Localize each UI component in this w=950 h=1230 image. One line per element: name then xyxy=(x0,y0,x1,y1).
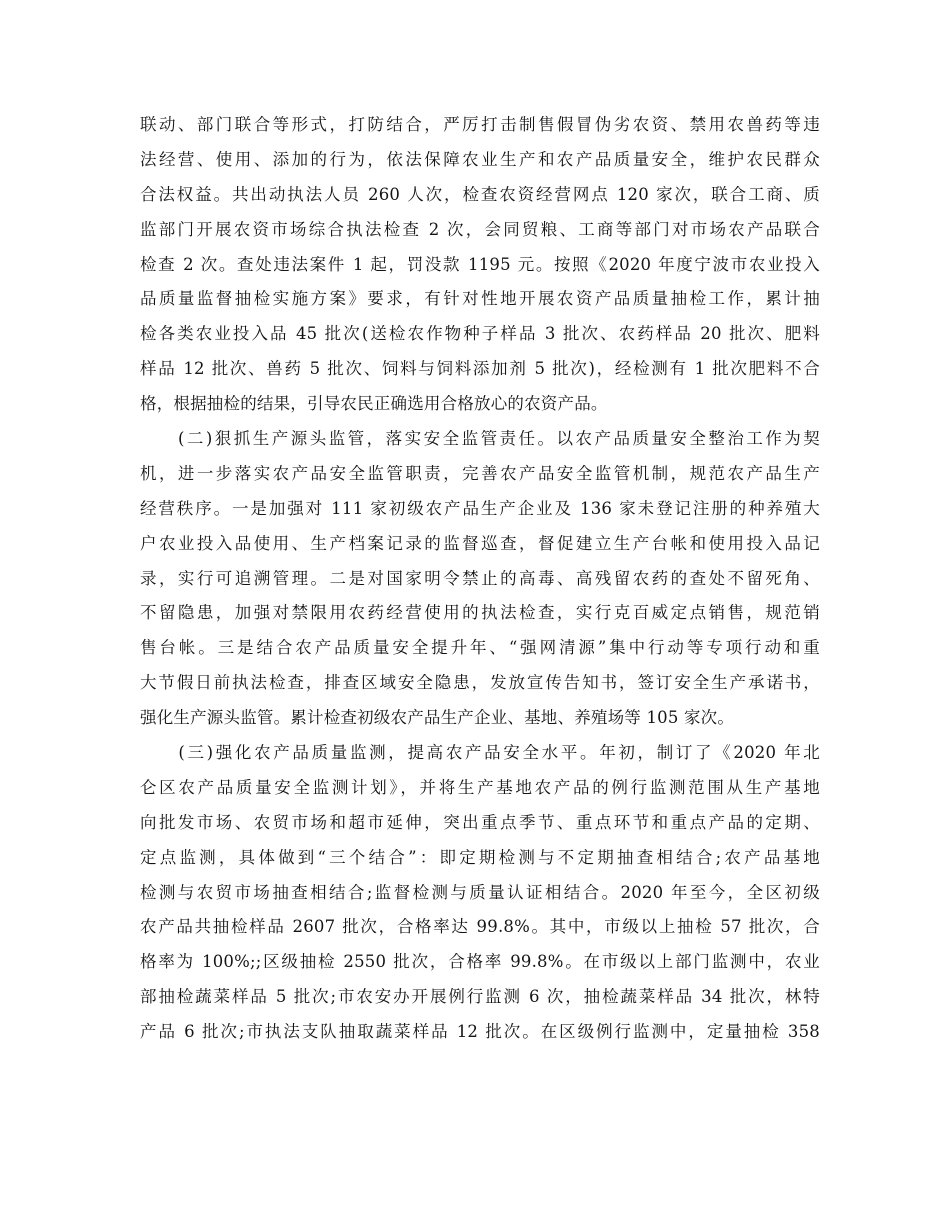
text-line: 户农业投入品使用、生产档案记录的监督巡查，督促建立生产台帐和使用投入品记 xyxy=(140,533,820,553)
text-line: 格率为 100%;;区级抽检 2550 批次，合格率 99.8%。在市级以上部门监测中，农业 xyxy=(140,952,820,972)
text-line: 样品 12 批次、兽药 5 批次、饲料与饲料添加剂 5 批次)，经检测有 1 批次肥料不合 xyxy=(140,359,820,379)
text-line: 机，进一步落实农产品安全监管职责，完善农产品安全监管机制，规范农产品生产 xyxy=(140,463,820,483)
section-heading-line: (二)狠抓生产源头监管，落实安全监管责任。以农产品质量安全整治工作为契 xyxy=(140,429,820,449)
text-line: 联动、部门联合等形式，打防结合，严厉打击制售假冒伪劣农资、禁用农兽药等违 xyxy=(140,115,820,134)
text-line: 品质量监督抽检实施方案》要求，有针对性地开展农资产品质量抽检工作，累计抽 xyxy=(140,289,820,309)
paragraph-end-line: 格，根据抽检的结果，引导农民正确选用合格放心的农资产品。 xyxy=(140,394,608,414)
text-line: 仑区农产品质量安全监测计划》，并将生产基地农产品的例行监测范围从生产基地 xyxy=(140,777,820,797)
text-line: 法经营、使用、添加的行为，依法保障农业生产和农产品质量安全，维护农民群众 xyxy=(140,149,820,169)
text-line: 录，实行可追溯管理。二是对国家明令禁止的高毒、高残留农药的查处不留死角、 xyxy=(140,568,820,588)
paragraph-end-line: 强化生产源头监管。累计检查初级农产品生产企业、基地、养殖场等 105 家次。 xyxy=(140,708,735,728)
text-line: 检测与农贸市场抽查相结合;监督检测与质量认证相结合。2020 年至今，全区初级 xyxy=(140,882,820,902)
text-line: 经营秩序。一是加强对 111 家初级农产品生产企业及 136 家未登记注册的种养殖大 xyxy=(140,498,820,518)
text-line: 检各类农业投入品 45 批次(送检农作物种子样品 3 批次、农药样品 20 批次、肥料 xyxy=(140,324,820,344)
text-line: 监部门开展农资市场综合执法检查 2 次，会同贸粮、工商等部门对市场农产品联合 xyxy=(140,219,820,239)
text-line: 部抽检蔬菜样品 5 批次;市农安办开展例行监测 6 次，抽检蔬菜样品 34 批次，林特 xyxy=(140,987,820,1007)
text-line: 售台帐。三是结合农产品质量安全提升年、“强网清源”集中行动等专项行动和重 xyxy=(140,638,820,658)
text-line: 产品 6 批次;市执法支队抽取蔬菜样品 12 批次。在区级例行监测中，定量抽检 358 xyxy=(140,1022,820,1042)
text-line: 向批发市场、农贸市场和超市延伸，突出重点季节、重点环节和重点产品的定期、 xyxy=(140,812,820,832)
text-line: 大节假日前执法检查，排查区域安全隐患，发放宣传告知书，签订安全生产承诺书， xyxy=(140,673,820,693)
text-line: 检查 2 次。查处违法案件 1 起，罚没款 1195 元。按照《2020 年度宁波市农业投入 xyxy=(140,254,820,274)
document-body xyxy=(140,108,820,1050)
text-line: 不留隐患，加强对禁限用农药经营使用的执法检查，实行克百威定点销售，规范销 xyxy=(140,603,820,623)
text-line: 合法权益。共出动执法人员 260 人次，检查农资经营网点 120 家次，联合工商、质 xyxy=(140,184,820,204)
section-heading-line: (三)强化农产品质量监测，提高农产品安全水平。年初，制订了《2020 年北 xyxy=(140,743,820,763)
text-line: 定点监测，具体做到“三个结合”：即定期检测与不定期抽查相结合;农产品基地 xyxy=(140,847,820,867)
text-line: 农产品共抽检样品 2607 批次，合格率达 99.8%。其中，市级以上抽检 57 批次，合 xyxy=(140,917,820,937)
